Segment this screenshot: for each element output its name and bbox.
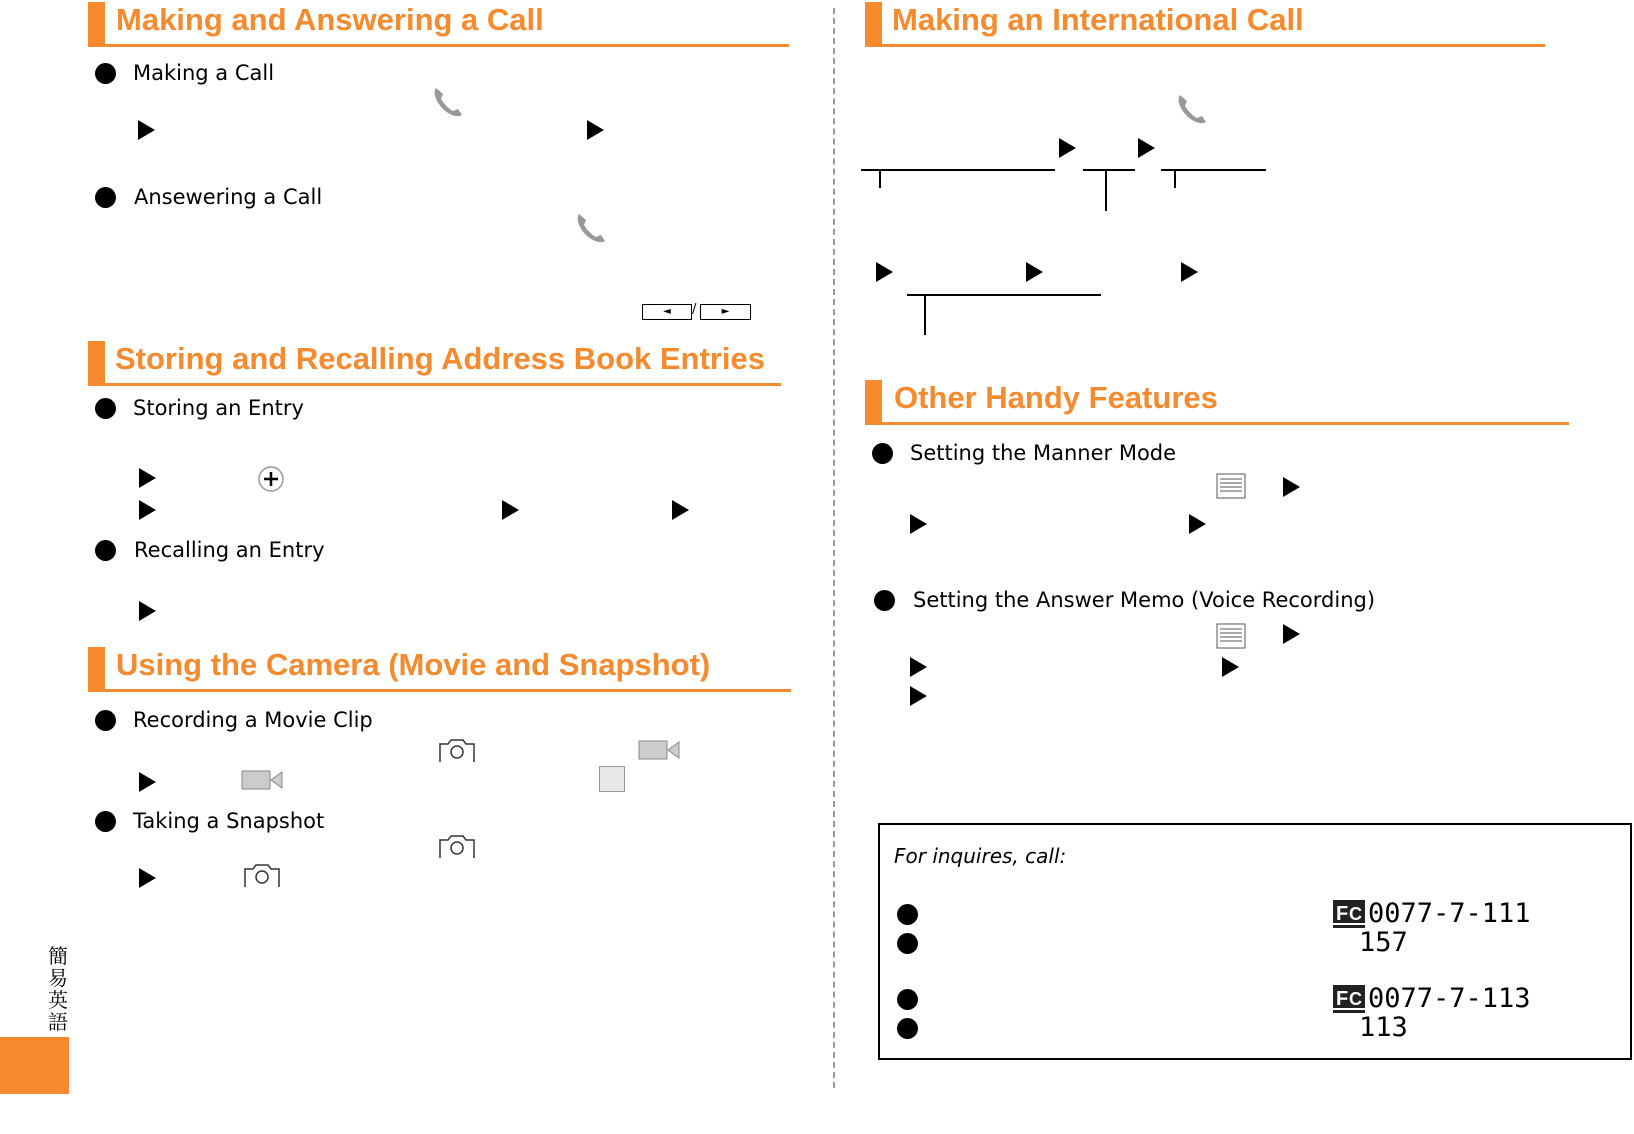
bullet-icon [897,904,918,925]
section-title: Using the Camera (Movie and Snapshot) [116,647,711,682]
key-separator: / [692,302,697,317]
inquiry-heading: For inquires, call: [894,844,1067,868]
svg-text:C: C [1349,904,1362,924]
menu-list-icon [1216,473,1246,499]
heading-accent-bar [865,2,882,44]
side-tab-label: 簡易英語 [48,944,68,1034]
item-manner-mode: Setting the Manner Mode [910,441,1177,465]
arrow-icon [672,500,689,520]
left-key: ◄ [642,304,692,320]
bracket-line [1083,169,1135,171]
camera-icon [438,738,476,764]
item-answering-a-call: Ansewering a Call [134,185,323,209]
arrow-icon [139,868,156,888]
bracket-line [907,294,1101,296]
arrow-icon [139,601,156,621]
arrow-icon [1181,262,1198,282]
menu-list-icon [1216,623,1246,649]
bracket-line [1105,169,1107,211]
bullet-icon [897,989,918,1010]
svg-text:F: F [1336,988,1349,1010]
bullet-icon [95,398,116,419]
camera-icon [438,834,476,860]
bullet-icon [95,540,116,561]
bracket-line [1161,169,1266,171]
section-heading [865,2,1545,47]
inquiry-box [878,823,1632,1060]
heading-accent-bar [88,2,105,44]
bullet-icon [872,443,893,464]
phone-handset-icon [575,212,609,246]
arrow-icon [910,686,927,706]
heading-accent-bar [88,341,105,383]
arrow-icon [910,657,927,677]
arrow-icon [138,120,155,140]
arrow-icon [1138,138,1155,158]
arrow-icon [876,262,893,282]
arrow-icon [1283,477,1300,497]
item-recording-a-movie-clip: Recording a Movie Clip [133,708,373,732]
right-key: ► [700,304,751,320]
arrow-icon [502,500,519,520]
item-making-a-call: Making a Call [133,61,275,85]
section-heading [88,647,791,692]
item-storing-an-entry: Storing an Entry [133,396,304,420]
item-answer-memo: Setting the Answer Memo (Voice Recording) [913,588,1376,612]
bullet-icon [874,590,895,611]
section-title: Other Handy Features [894,380,1218,415]
phone-number: 157 [1359,927,1408,958]
arrow-icon [1059,138,1076,158]
video-camera-icon [241,768,283,792]
bullet-icon [95,811,116,832]
bullet-icon [95,710,116,731]
section-title: Making and Answering a Call [116,2,544,37]
arrow-icon [1283,624,1300,644]
svg-text:F: F [1336,903,1349,925]
arrow-icon [1222,657,1239,677]
bullet-icon [95,63,116,84]
section-heading [88,341,781,386]
bullet-icon [897,1018,918,1039]
bullet-icon [897,933,918,954]
freecall-logo-icon [1332,985,1366,1015]
freecall-logo-icon [1332,900,1366,930]
section-title: Storing and Recalling Address Book Entries [115,341,765,376]
section-heading [865,380,1569,425]
bullet-icon [95,187,116,208]
svg-text:C: C [1349,989,1362,1009]
side-tab-block [0,1037,69,1094]
arrow-icon [139,772,156,792]
section-title: Making an International Call [892,2,1304,37]
arrow-icon [910,514,927,534]
bracket-line [861,169,1055,171]
phone-handset-icon [432,86,466,120]
arrow-icon [139,468,156,488]
arrow-icon [1189,514,1206,534]
arrow-icon [587,120,604,140]
heading-accent-bar [88,647,105,689]
camera-icon [243,863,281,889]
section-heading [88,2,789,47]
phone-number: 0077-7-111 [1368,898,1531,929]
item-recalling-an-entry: Recalling an Entry [134,538,325,562]
bracket-line [924,294,926,335]
phone-number: 0077-7-113 [1368,983,1531,1014]
phone-handset-icon [1176,93,1210,127]
arrow-icon [139,500,156,520]
bracket-line [1174,169,1176,188]
stop-square-icon [599,766,625,792]
phone-number: 113 [1359,1012,1408,1043]
item-taking-a-snapshot: Taking a Snapshot [133,809,325,833]
arrow-icon [1026,262,1043,282]
plus-circle-icon [257,465,285,493]
bracket-line [879,169,881,188]
heading-accent-bar [865,380,882,422]
column-divider [833,8,835,1088]
video-camera-icon [638,738,680,762]
